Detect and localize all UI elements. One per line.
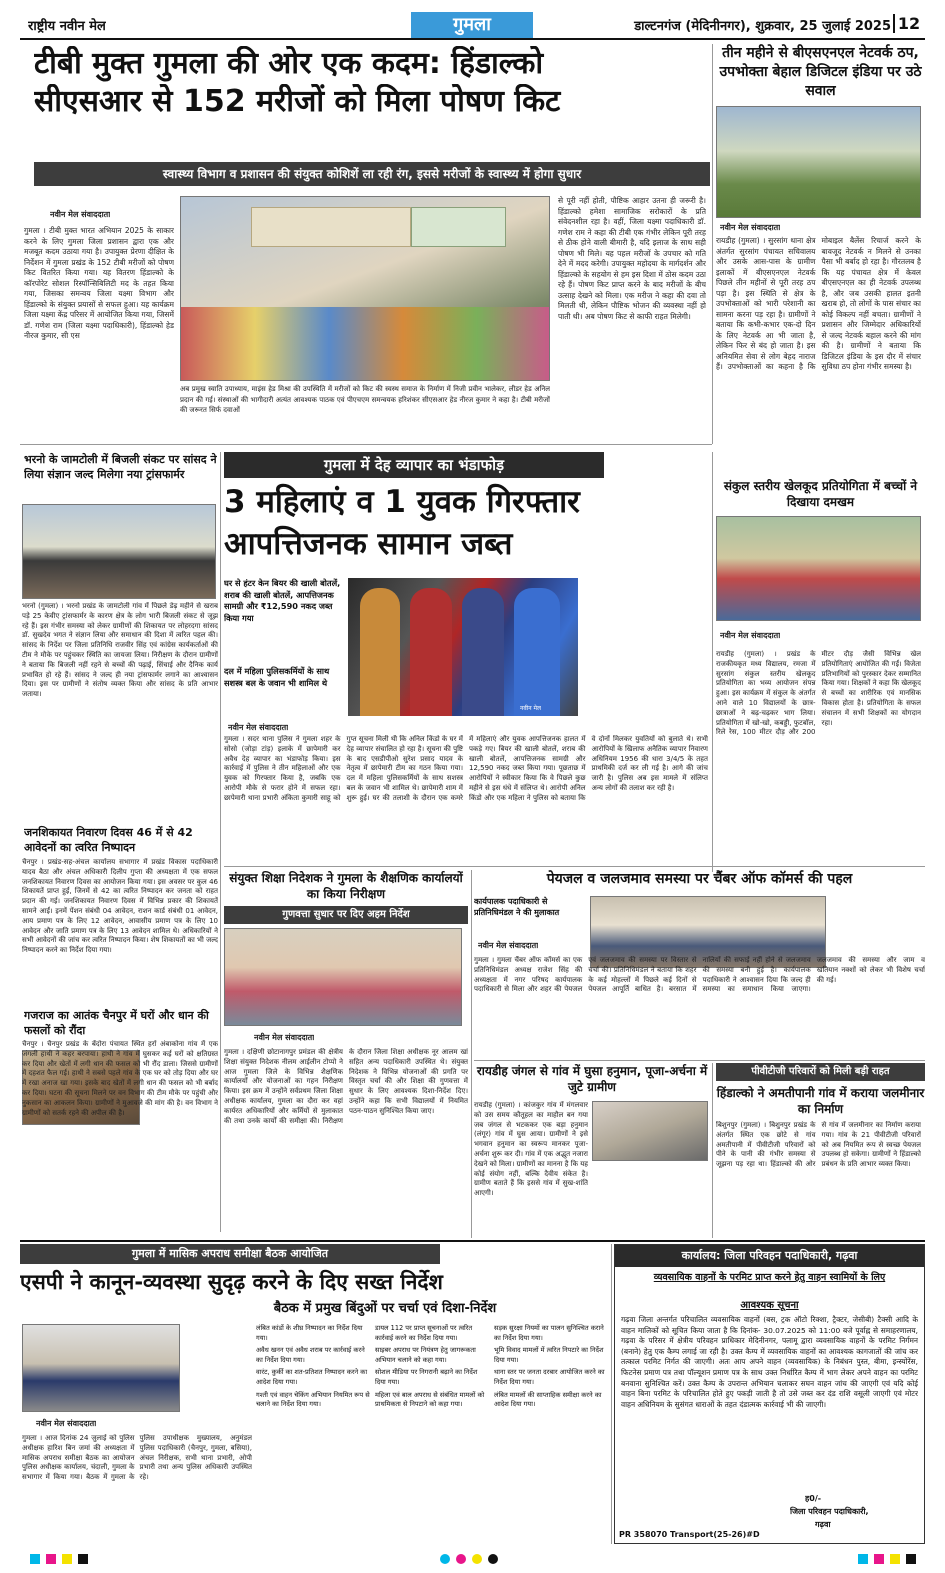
raid-story <box>224 452 714 862</box>
notice-sign-1: ह0/- <box>805 1494 822 1503</box>
lead-headline-1: टीबी मुक्त गुमला की ओर एक कदम: हिंडाल्को <box>34 46 544 81</box>
sp-point: लंबित कांडों के शीघ्र निष्पादन का निर्देश दिया गया। <box>256 1324 363 1342</box>
education-byline: नवीन मेल संवाददाता <box>254 1033 315 1042</box>
education-text: गुमला । दक्षिणी छोटानागपुर प्रमंडल की क्षेत्रीय शिक्षा संयुक्त निदेशक नीलम आईलीन टोप्पो ने आज गुमला जिले के विभिन्न शैक्षणिक कार्यालयों और योजनाओं का गहन निरीक्षण किया। इस क्रम में उन्होंने सर्वप्रथम जिला शिक्षा अधीक्षक कार्यालय, गुमला का दौरा कर वहां कार्यरत अधिकारियों और कर्मियों से मुलाकात की तथा उनके कार्यों की समीक्षा की। निरीक्षण के दौरान जिला शिक्षा अधीक्षक नूर आलम खां सहित अन्य पदाधिकारी उपस्थित थे। संयुक्त निदेशक ने विभिन्न योजनाओं की प्रगति पर विस्तृत चर्चा की और शिक्षा की गुणवत्ता में सुधार के लिए आवश्यक दिशा-निर्देश दिए। उन्होंने कहा कि सभी विद्यालयों में नियमित पठन-पाठन सुनिश्चित किया जाए। <box>224 1048 468 1125</box>
notice-sign-2: जिला परिवहन पदाधिकारी, <box>790 1507 869 1516</box>
pvtg-banner: पीवीटीजी परिवारों को मिली बड़ी राहत <box>716 1063 925 1081</box>
sp-deck: बैठक में प्रमुख बिंदुओं पर चर्चा एवं दिशा-निर्देश <box>273 1301 497 1316</box>
chamber-byline: नवीन मेल संवाददाता <box>478 941 539 950</box>
electricity-story <box>20 452 218 822</box>
raid-kicker: गुमला में देह व्यापार का भंडाफोड़ <box>224 452 604 478</box>
chamber-text: गुमला । गुमला चैंबर ऑफ कॉमर्स का एक प्रतिनिधिमंडल अध्यक्ष राजेश सिंह की अध्यक्षता में नगर परिषद कार्यपालक पदाधिकारी से मिला और शहर की पेयजल एवं जलजमाव की समस्या पर विस्तार से चर्चा की। प्रतिनिधिमंडल ने बताया कि शहर के कई मोहल्लों में पिछले कई दिनों से पेयजल आपूर्ति बाधित है। बरसात में नालियों की सफाई नहीं होने से जलजमाव की समस्या बनी हुई है। कार्यपालक पदाधिकारी ने आश्वासन दिया कि जल्द ही समस्या का समाधान किया जाएगा। जलजमाव की समस्या और जाम व खतियान नक्शों को लेकर भी विशेष चर्चा की गई। <box>474 956 925 994</box>
sp-point: डायल 112 पर प्राप्त सूचनाओं पर त्वरित कार्रवाई करने का निर्देश दिया गया। <box>375 1324 473 1342</box>
pvtg-story <box>716 1063 925 1238</box>
lead-col-right: से पूरी नहीं होती, पौष्टिक आहार उतना ही जरूरी है। हिंडाल्को हमेशा सामाजिक सरोकारों के प्रति संवेदनशील रहा है। वहीं, जिला यक्ष्मा पदाधिकारी डॉ. गणेश राम ने कहा की टीबी एक गंभीर लेकिन पूरी तरह से ठीक होने वाली बीमारी है, यदि इलाज के साथ सही पोषण भी मिले। यह पहल मरीजों के उपचार को गति देने में मदद करेगी। उपायुक्त महोदया के मार्गदर्शन और हिंडाल्को के सहयोग से हम इस दिशा में ठोस कदम उठा रहे हैं। पोषण किट प्राप्त करने के बाद मरीजों के बीच उत्साह देखने को मिला। एक मरीज ने कहा की दवा तो मिलती थी, लेकिन पौष्टिक भोजन की व्यवस्था नहीं हो पाती थी। अब पोषण किट से काफी राहत मिलेगी। <box>558 196 706 321</box>
chamber-headline: पेयजल व जलजमाव समस्या पर चैंबर ऑफ कॉमर्स की पहल <box>546 871 853 887</box>
sp-point: गश्ती एवं वाहन चेकिंग अभियान नियमित रूप से चलाने का निर्देश दिया गया। <box>256 1390 370 1409</box>
hanuman-story <box>474 1063 710 1238</box>
sp-point: सड़क सुरक्षा नियमों का पालन सुनिश्चित कराने का निर्देश दिया गया। <box>494 1324 604 1342</box>
sports-headline: संकुल स्तरीय खेलकूद प्रतियोगिता में बच्चों ने दिखाया दमखम <box>723 479 918 509</box>
elephant-headline: गजराज का आतंक चैनपुर में घरों और धान की फसलों को रौंदा <box>24 1009 209 1037</box>
paper-name: राष्ट्रीय नवीन मेल <box>28 19 106 34</box>
sports-story <box>716 478 925 872</box>
transport-notice <box>614 1244 925 1544</box>
sp-point: वारंट, कुर्की का शत-प्रतिशत निष्पादन करने का आदेश दिया गया। <box>256 1368 368 1386</box>
raid-headline-2: आपत्तिजनक सामान जब्त <box>224 526 513 562</box>
lead-headline-2: सीएसआर से 152 मरीजों को मिला पोषण किट <box>34 84 561 119</box>
lead-photo <box>180 196 550 381</box>
raid-headline-1: 3 महिलाएं व 1 युवक गिरफ्तार <box>224 484 580 520</box>
sp-point: साइबर अपराध पर नियंत्रण हेतु जागरूकता अभियान चलाने को कहा गया। <box>375 1346 476 1364</box>
electricity-photo <box>22 504 216 599</box>
sp-byline: नवीन मेल संवाददाता <box>36 1419 97 1428</box>
raid-bullet-1: घर से हंटर केन बियर की खाली बोतलें, शराब की खाली बोतलें, आपत्तिजनक सामग्री और ₹12,590 नकद जब्त किया गया <box>224 578 341 623</box>
grievance-text: चैनपुर । प्रखंड-सह-अंचल कार्यालय सभागार में प्रखंड विकास पदाधिकारी यादव बैठा और अंचल अधिकारी दिलीप गुप्ता की अध्यक्षता में एक सफल जनशिकायत निवारण दिवस का आयोजन किया गया। इस अवसर पर कुल 46 शिकायतें प्राप्त हुईं, जिनमें से 42 का त्वरित निष्पादन कर जनता को राहत प्रदान की गई। जनशिकायत निवारण दिवस में विभिन्न प्रकार की शिकायतें सामने आईं। इनमें पेंशन संबंधी 04 आवेदन, राशन कार्ड संबंधी 01 आवेदन, आय प्रमाण पत्र के लिए 12 आवेदन, आवासीय प्रमाण पत्र के लिए 10 आवेदन और जाति प्रमाण पत्र के लिए 13 आवेदन शामिल थे। अधिकारियों ने सभी आवेदनों की जांच कर त्वरित निष्पादन किया। शेष शिकायतों का भी जल्द निष्पादन करने का निर्देश दिया गया। <box>22 858 218 955</box>
raid-photo-credit: नवीन मेल <box>520 705 542 712</box>
raid-photo <box>348 578 578 716</box>
sports-text: रायडीह (गुमला) । प्रखंड के राजकीयकृत मध्य विद्यालय, रमजा में सुरसांग संकुल स्तरीय खेलकूद प्रतियोगिता का भव्य आयोजन संपन्न हुआ। इस कार्यक्रम में संकुल के अंतर्गत आने वाले 10 विद्यालयों के छात्र-छात्राओं ने बढ़-चढ़कर भाग लिया। प्रतियोगिता में खो-खो, कबड्डी, फुटबॉल, रिले रेस, 100 मीटर दौड़ और 200 मीटर दौड़ जैसी विभिन्न खेल प्रतियोगिताएं आयोजित की गईं। विजेता प्रतिभागियों को पुरस्कार देकर सम्मानित किया गया। शिक्षकों ने कहा कि खेलकूद से बच्चों का शारीरिक एवं मानसिक विकास होता है। प्रतियोगिता के सफल संचालन में सभी शिक्षकों का योगदान रहा। <box>716 650 921 737</box>
lead-col1: गुमला । टीबी मुक्त भारत अभियान 2025 के साकार करने के लिए गुमला जिला प्रशासन द्वारा एक और मजबूत कदम उठाया गया है। उपायुक्त प्रेरणा दीक्षित के निर्देशन में गुमला प्रखंड के 152 टीबी मरीजों को पोषण किट वितरित किया गया। यह वितरण हिंडाल्को के कॉरपोरेट सोशल रिस्पॉन्सिबिलिटी मद के तहत किया गया, जिसका समन्वय जिला यक्ष्मा विभाग और हिंडाल्को के संयुक्त प्रयासों से सफल हुआ। यह कार्यक्रम जिला यक्ष्मा केंद्र परिसर में आयोजित किया गया, जिसमें डॉ. गणेश राम (जिला यक्ष्मा पदाधिकारी), हिंडाल्को हेड नीरज कुमार, सी एस <box>24 226 174 340</box>
lead-story <box>20 44 710 449</box>
sp-headline: एसपी ने कानून-व्यवस्था सुदृढ़ करने के दिए सख्त निर्देश <box>20 1270 443 1294</box>
lead-caption: अब प्रमुख स्वाति उपाध्याय, माइंस हेड मिश्रा की उपस्थिति में मरीजों को किट की स्वस्थ समाज के निर्माण में निजी प्रवीन भालेकर, लीडर हेड अनिल प्रदान की गई। संस्थाओं की भागीदारी अत्यंत आवश्यक पाठक एवं पीएचएम समन्वयक हरिशंकर सीएसआर हेड नीरज कुमार ने कहा है। टीबी मरीजों की जरूरत सिर्फ दवाओं <box>180 385 550 414</box>
bsnl-byline: नवीन मेल संवाददाता <box>720 223 781 232</box>
sp-points <box>256 1324 608 1544</box>
notice-title: कार्यालय: जिला परिवहन पदाधिकारी, गढ़वा <box>615 1245 924 1267</box>
elephant-text: चैनपुर । चैनपुर प्रखंड के बेंदोरा पंचायत स्थित हर्रा अंबाकोना गांव में एक जंगली हाथी ने कहर बरपाया। हाथी ने गांव में घुसकर कई घरों को क्षतिग्रस्त कर दिया और खेतों में लगी धान की फसल को भी रौंद डाला। जिससे ग्रामीणों में दहशत फैल गई। हाथी ने सबसे पहले गांव के एक घर को तोड़ दिया और घर में रखा अनाज खा गया। इसके बाद खेतों में लगी धान की फसल को भी बर्बाद कर दिया। घटना की सूचना मिलने पर वन विभाग की टीम मौके पर पहुंची और नुकसान का आकलन किया। ग्रामीणों ने मुआवजे की मांग की है। वन विभाग ने ग्रामीणों को सतर्क रहने की अपील की है। <box>22 1040 218 1117</box>
grievance-story <box>20 825 218 1005</box>
chamber-bullet: कार्यपालक पदाधिकारी से प्रतिनिधिमंडल ने की मुलाकात <box>474 897 560 917</box>
raid-bullet-2: दल में महिला पुलिसकर्मियों के साथ सशस्त्र बल के जवान भी शामिल थे <box>224 666 330 688</box>
bsnl-text: रायडीह (गुमला) । सुरसांग थाना क्षेत्र अंतर्गत सुरसांग पंचायत सचिवालय और उसके आस-पास के ग्रामीण इलाकों में बीएसएनएल नेटवर्क पिछले तीन महीनों से पूरी तरह ठप पड़ा है। इस स्थिति से क्षेत्र के उपभोक्ताओं को भारी परेशानी का सामना करना पड़ रहा है। ग्रामीणों ने बताया कि कभी-कभार एक-दो दिन के लिए नेटवर्क आ भी जाता है, लेकिन फिर से बंद हो जाता है। इस अनियमित सेवा से लोग बेहद नाराज हैं। उपभोक्ताओं का कहना है कि मोबाइल बैलेंस रिचार्ज करने के बावजूद नेटवर्क न मिलने से उनका पैसा भी बर्बाद हो रहा है। गौरतलब है कि यह पंचायत क्षेत्र में केवल बीएसएनएल का ही नेटवर्क उपलब्ध है, और जब उसकी हालत इतनी खराब हो, तो लोगों के पास संचार का कोई विकल्प नहीं बचता। ग्रामीणों ने प्रशासन और जिम्मेदार अधिकारियों से जल्द नेटवर्क बहाल करने की मांग की है। ग्रामीणों ने बताया कि डिजिटल इंडिया के इस दौर में संचार सुविधा ठप होना गंभीर समस्या है। <box>716 236 921 371</box>
electricity-text: भरनो (गुमला) । भरनो प्रखंड के जामटोली गांव में पिछले डेढ़ महीने से खराब पड़े 25 केवीए ट्रांसफार्मर के कारण क्षेत्र के लोग भारी बिजली संकट से जूझ रहे हैं। इस गंभीर समस्या को लेकर ग्रामीणों की शिकायत पर लोहरदगा सांसद डॉ. सुखदेव भगत ने संज्ञान लिया और समाधान की दिशा में त्वरित पहल की। सांसद के निर्देश पर जिला प्रतिनिधि राजवीर सिंह एवं कांग्रेस कार्यकर्ताओं की टीम ने मौके पर पहुंचकर स्थिति का जायजा लिया। निरीक्षण के दौरान ग्रामीणों ने बताया कि बिजली नहीं रहने से बच्चों की पढ़ाई, सिंचाई और दैनिक कार्य प्रभावित हो रहे हैं। सांसद ने जल्द ही नया ट्रांसफार्मर लगाने का आश्वासन दिया। इस पर ग्रामीणों ने संतोष व्यक्त किया और सांसद के प्रति आभार जताया। <box>22 602 218 699</box>
bsnl-headline: तीन महीने से बीएसएनएल नेटवर्क ठप, उपभोक्ता बेहाल डिजिटल इंडिया पर उठे सवाल <box>719 45 922 99</box>
sports-byline: नवीन मेल संवाददाता <box>720 631 781 640</box>
education-headline: संयुक्त शिक्षा निदेशक ने गुमला के शैक्षणिक कार्यालयों का किया निरीक्षण <box>229 871 463 901</box>
bottom-regmarks <box>0 1550 945 1570</box>
lead-byline: नवीन मेल संवाददाता <box>50 210 111 219</box>
raid-bullets <box>224 578 342 738</box>
section-tab: गुमला <box>411 12 533 38</box>
bsnl-story <box>716 44 925 474</box>
hanuman-photo <box>592 1101 708 1161</box>
pvtg-headline: हिंडाल्को ने अमतीपानी गांव में कराया जलमीनार का निर्माण <box>716 1086 925 1116</box>
sp-story <box>20 1244 608 1544</box>
sports-photo <box>716 516 921 621</box>
regmark-strip <box>70 0 870 10</box>
grievance-headline: जनशिकायत निवारण दिवस 46 में से 42 आवेदनों का त्वरित निष्पादन <box>24 826 193 854</box>
lead-deck: स्वास्थ्य विभाग व प्रशासन की संयुक्त कोशिशें ला रही रंग, इससे मरीजों के स्वास्थ्य में होगा सुधार <box>34 162 710 186</box>
raid-text: गुमला । सदर थाना पुलिस ने गुमला शहर के सोसो (जोड़ा टांड़) इलाके में छापेमारी कर अवैध देह व्यापार का भंडाफोड़ किया। इस कार्रवाई में पुलिस ने तीन महिलाओं और एक युवक को गिरफ्तार किया है, जबकि एक आरोपी मौके से फरार होने में सफल रहा। छापेमारी थाना प्रभारी अंकिता कुमारी साहू को गुप्त सूचना मिली थी कि अनिल किंडो के घर में देह व्यापार संचालित हो रहा है। सूचना की पुष्टि के बाद एसडीपीओ सुरेश प्रसाद यादव के नेतृत्व में छापेमारी टीम का गठन किया गया। दल में महिला पुलिसकर्मियों के साथ सशस्त्र बल के जवान भी शामिल थे। छापेमारी शाम में शुरू हुई। घर की तलाशी के दौरान एक कमरे में महिलाएं और युवक आपत्तिजनक हालत में पकड़े गए। बियर की खाली बोतलें, शराब की खाली बोतलें, आपत्तिजनक सामग्री और 12,590 नकद जब्त किया गया। पूछताछ में आरोपियों ने स्वीकार किया कि वे पिछले कुछ महीने से इस धंधे में संलिप्त थे। आरोपी अनिल किंडो और एक महिला ने पुलिस को बताया कि वे दोनों मिलकर युवतियों को बुलाते थे। सभी आरोपियों के खिलाफ अनैतिक व्यापार निवारण अधिनियम 1956 की धारा 3/4/5 के तहत प्राथमिकी दर्ज कर ली गई है। आगे की जांच जारी है। पुलिस अब इस मामले में संलिप्त अन्य लोगों की तलाश कर रही है। <box>224 735 708 802</box>
hanuman-text: रायडीह (गुमला) । कांजकुर गांव में मंगलवार को उस समय कौतूहल का माहौल बन गया जब जंगल से भटककर एक बड़ा हनुमान (लंगूर) गांव में घुस आया। ग्रामीणों ने इसे भगवान हनुमान का स्वरूप मानकर पूजा-अर्चना शुरू कर दी। गांव में एक अद्भुत नजारा देखने को मिला। ग्रामीणों का मानना है कि यह कोई संयोग नहीं, बल्कि दैवीय संकेत है। ग्रामीण बताते हैं कि इससे गांव में सुख-शांति आएगी। <box>474 1101 588 1198</box>
sp-point: अवैध खनन एवं अवैध शराब पर कार्रवाई करने का निर्देश दिया गया। <box>256 1346 365 1364</box>
education-photo <box>224 928 462 1026</box>
education-story <box>224 870 468 1240</box>
sp-photo <box>22 1324 180 1412</box>
sp-point: महिला एवं बाल अपराध से संबंधित मामलों को प्राथमिकता से निपटाने को कहा गया। <box>375 1390 485 1409</box>
notice-pr: PR 358070 Transport(25-26)#D <box>619 1530 760 1539</box>
education-deck: गुणवत्ता सुधार पर दिए अहम निर्देश <box>224 906 468 924</box>
bsnl-photo <box>716 106 921 218</box>
sp-point: थाना स्तर पर जनता दरबार आयोजित करने का निर्देश दिया गया। <box>494 1368 605 1386</box>
elephant-story <box>20 1008 218 1236</box>
notice-body: गढ़वा जिला अन्तर्गत परिचालित व्यवसायिक वाहनों (बस, ट्रक ऑटो रिक्शा, ट्रैक्टर, जेसीबी) टैक्सी आदि के वाहन मालिकों को सूचित किया जाता है कि दिनांक- 30.07.2025 को 11:00 बजे पूर्वाह्न से समाहरणालय, गढ़वा के परिसर में क्षेत्रीय परिवहन प्राधिकार मेदिनीनगर, पलामू द्वारा व्यवसायिक वाहनों के परमिट निर्गमन (बनाने) हेतु एक कैम्प लगाई जा रही है। उक्त कैम्प में व्यवसायिक वाहनों का आवश्यक कागजातों की जांच कर तत्काल परमिट निर्गत की जाएगी। अतः आप अपने वाहन (व्यवसायिक) के निबंधन पुस्त, बीमा, इन्स्योरेंस, फिटनेस प्रमाण पत्र तथा पॉल्यूशन प्रमाण पत्र के साथ उक्त निर्धारित कैम्प में भाग लेकर अपने वाहन का परमिट बनवाना सुनिश्चित करें। उक्त कैम्प के उपरान्त अभियान चलाकर सघन वाहन जांच की जाएगी एवं यदि कोई वाहन बिना परमिट के परिचालित होते हुए पकड़ी जाती है तो उसे जब्त कर दंड राशि वसूली जाएगी एवं मोटर वाहन अधिनियम के सुसंगत धाराओं के तहत दंडात्मक कार्रवाई भी की जाएगी। <box>621 1315 918 1409</box>
electricity-headline: भरनो के जामटोली में बिजली संकट पर सांसद ने लिया संज्ञान जल्द मिलेगा नया ट्रांसफार्मर <box>24 453 217 481</box>
raid-byline: नवीन मेल संवाददाता <box>228 723 289 732</box>
sp-kicker: गुमला में मासिक अपराध समीक्षा बैठक आयोजित <box>20 1244 440 1264</box>
sp-point: लंबित मामलों की साप्ताहिक समीक्षा करने का आदेश दिया गया। <box>494 1390 602 1409</box>
place-date: डाल्टनगंज (मेदिनीनगर), शुक्रवार, 25 जुलाई 2025 <box>634 19 891 34</box>
notice-subtitle: व्यवसायिक वाहनों के परमिट प्राप्त करने हेतु वाहन स्वामियों के लिए <box>653 1272 886 1283</box>
hanuman-headline: रायडीह जंगल से गांव में घुसा हनुमान, पूजा-अर्चना में जुटे ग्रामीण <box>476 1064 708 1094</box>
sp-point: भूमि विवाद मामलों में त्वरित निपटारे का निर्देश दिया गया। <box>494 1346 604 1364</box>
sp-point: सोशल मीडिया पर निगरानी बढ़ाने का निर्देश दिया गया। <box>375 1368 478 1386</box>
notice-label: आवश्यक सूचना <box>740 1300 799 1311</box>
pvtg-text: बिशुनपुर (गुमला) । बिशुनपुर प्रखंड के अंतर्गत स्थित एक छोटे से गांव अमतीपानी में पीवीटीजी परिवारों को पीने के पानी की गंभीर समस्या से जूझना पड़ रहा था। हिंडाल्को की ओर से गांव में जलमीनार का निर्माण कराया गया। गांव के 21 पीवीटीजी परिवारों को अब नियमित रूप से स्वच्छ पेयजल उपलब्ध हो सकेगा। ग्रामीणों ने हिंडाल्को प्रबंधन के प्रति आभार व्यक्त किया। <box>716 1121 921 1169</box>
notice-sign-3: गढ़वा <box>815 1520 831 1529</box>
sp-text: गुमला । आज दिनांक 24 जुलाई को पुलिस अधीक्षक हारिश बिन जमां की अध्यक्षता में मासिक अपराध समीक्षा बैठक का आयोजन पुलिस अधीक्षक कार्यालय, चंदाली, गुमला के सभागार में किया गया। बैठक में गुमला के पुलिस उपाधीक्षक मुख्यालय, अनुमंडल पुलिस पदाधिकारी (चैनपुर, गुमला, बसिया), अंचल निरीक्षक, सभी थाना प्रभारी, ओपी प्रभारी तथा अन्य पुलिस अधिकारी उपस्थित रहे। <box>22 1434 252 1482</box>
chamber-story <box>474 870 925 1058</box>
page-number: 12 <box>893 14 923 33</box>
